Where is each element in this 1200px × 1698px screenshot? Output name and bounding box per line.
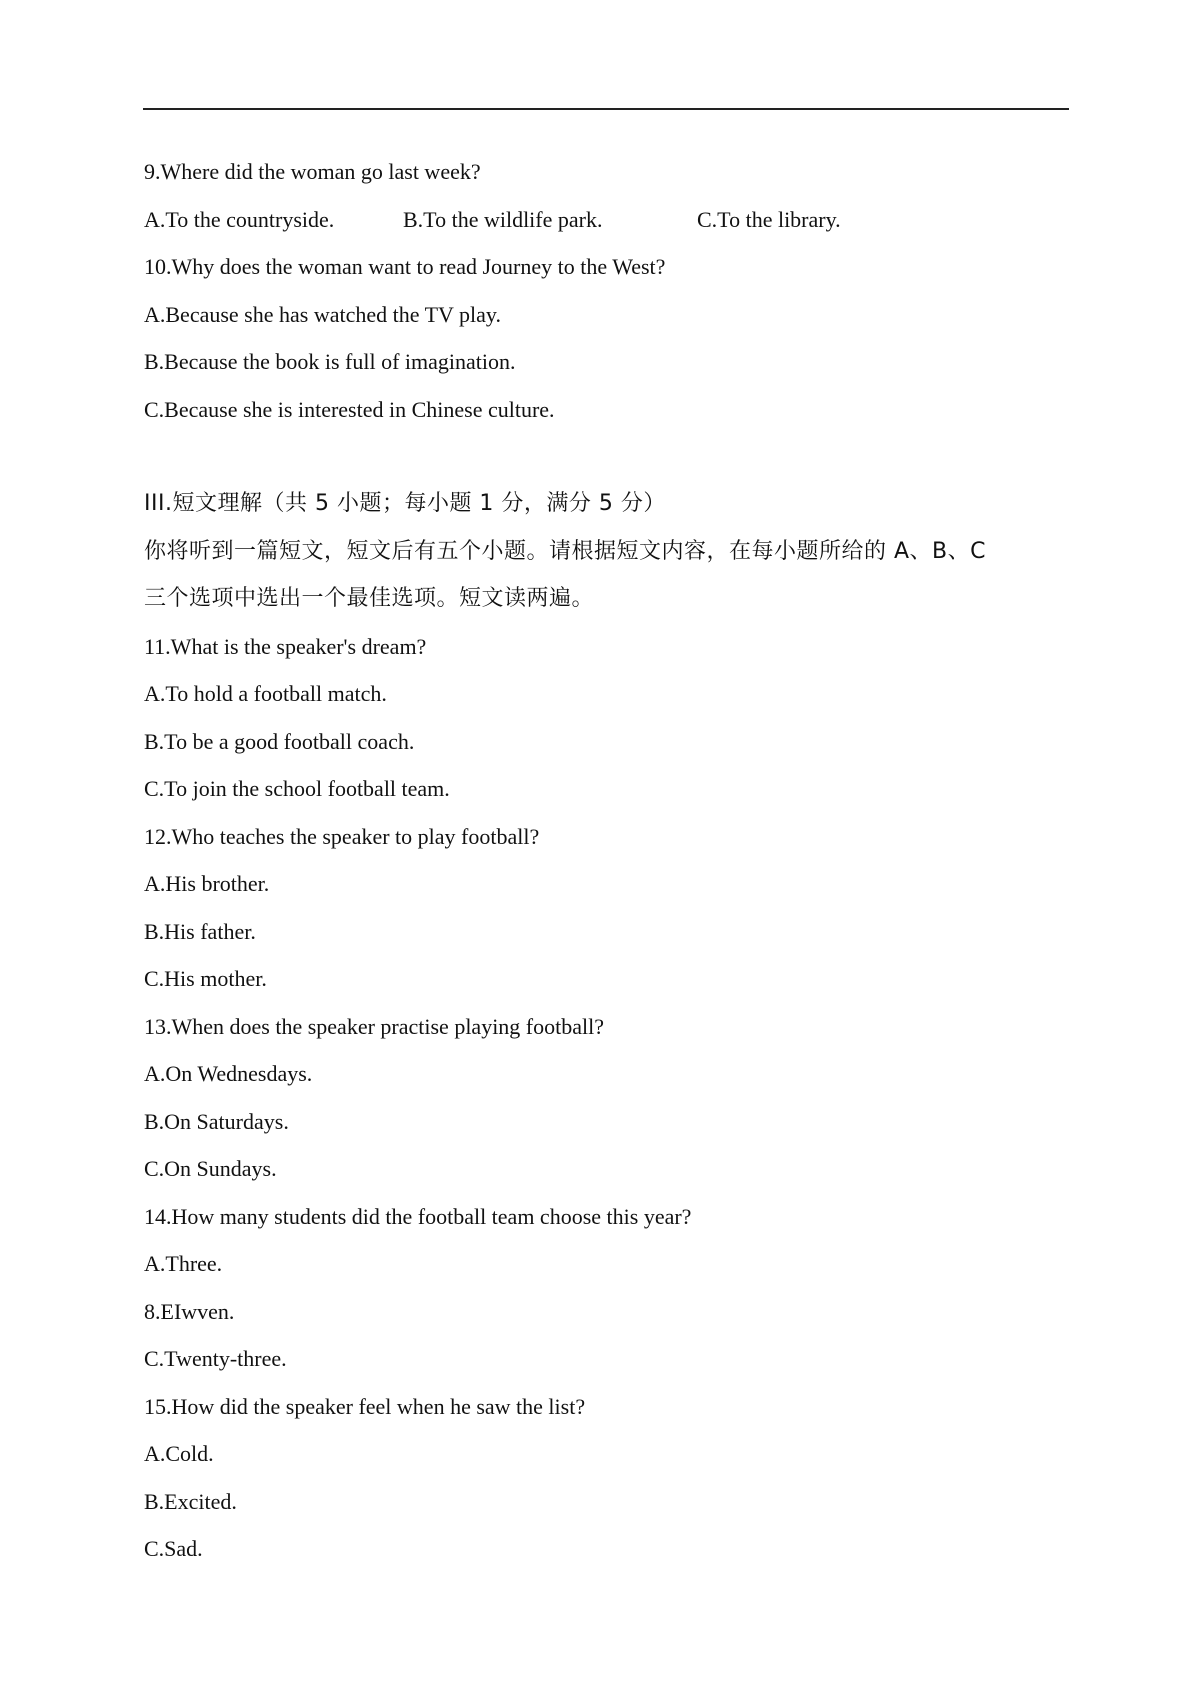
question-13-option-c: C.On Sundays. [144, 1156, 277, 1181]
question-15-option-c: C.Sad. [144, 1536, 203, 1561]
question-10-option-c: C.Because she is interested in Chinese culture. [144, 396, 555, 422]
question-12-option-c: C.His mother. [144, 966, 267, 991]
question-14: 14.How many students did the football team choose this year? [144, 1203, 692, 1229]
question-15-option-b: B.Excited. [144, 1488, 237, 1514]
question-9-option-b: B.To the wildlife park. [403, 206, 603, 232]
question-11: 11.What is the speaker's dream? [144, 633, 427, 659]
question-13: 13.When does the speaker practise playing football? [144, 1013, 605, 1039]
question-9: 9.Where did the woman go last week? [144, 159, 481, 184]
section-3-heading: III.短文理解（共 5 小题；每小题 1 分，满分 5 分） [144, 491, 666, 516]
section-spacer [144, 433, 1069, 480]
question-11-option-a: A.To hold a football match. [144, 681, 387, 706]
section-3-instruction-line-1: 你将听到一篇短文，短文后有五个小题。请根据短文内容，在每小题所给的 A、B、C [144, 538, 986, 564]
question-14-option-b: 8.EIwven. [144, 1298, 235, 1324]
question-12: 12.Who teaches the speaker to play football? [144, 823, 540, 849]
question-11-option-c: C.To join the school football team. [144, 776, 450, 801]
question-15: 15.How did the speaker feel when he saw the list? [144, 1393, 586, 1419]
question-12-option-b: B.His father. [144, 918, 256, 944]
section-3-instruction-line-2: 三个选项中选出一个最佳选项。短文读两遍。 [144, 586, 595, 611]
question-10-option-b: B.Because the book is full of imagination. [144, 349, 516, 374]
question-14-option-c: C.Twenty-three. [144, 1346, 287, 1371]
question-15-option-a: A.Cold. [144, 1441, 214, 1466]
page-content [144, 148, 1069, 1573]
question-9-options [144, 196, 1069, 244]
question-12-option-a: A.His brother. [144, 871, 270, 896]
question-13-option-a: A.On Wednesdays. [144, 1061, 313, 1086]
question-9-option-c: C.To the library. [697, 206, 841, 232]
question-13-option-b: B.On Saturdays. [144, 1108, 289, 1134]
question-9-option-a: A.To the countryside. [144, 206, 335, 232]
question-11-option-b: B.To be a good football coach. [144, 728, 415, 754]
question-10-option-a: A.Because she has watched the TV play. [144, 301, 501, 327]
question-14-option-a: A.Three. [144, 1251, 223, 1276]
header-rule [143, 108, 1069, 110]
question-10: 10.Why does the woman want to read Journey to the West? [144, 254, 666, 279]
